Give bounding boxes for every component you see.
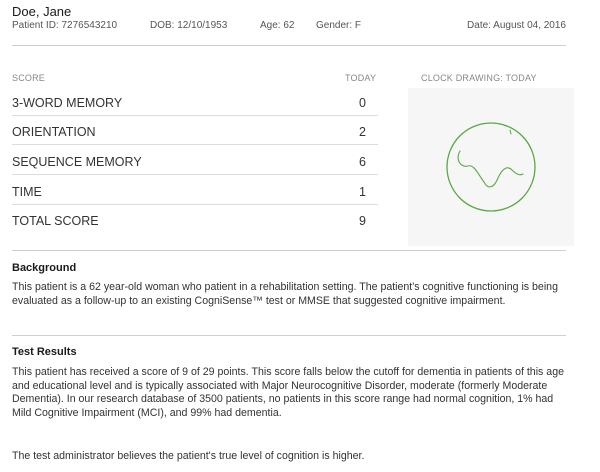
score-value: 0 <box>359 96 366 110</box>
background-title: Background <box>12 262 77 274</box>
score-label: SEQUENCE MEMORY <box>12 155 142 169</box>
patient-dob: DOB: 12/10/1953 <box>150 20 228 31</box>
header-divider <box>12 45 566 46</box>
score-value: 2 <box>359 125 366 139</box>
patient-age: Age: 62 <box>260 20 295 31</box>
today-column-header: TODAY <box>345 73 377 83</box>
score-row-sequence-memory <box>12 151 378 177</box>
clock-tick-mark <box>510 130 511 134</box>
total-score-label: TOTAL SCORE <box>12 214 99 228</box>
test-results-title: Test Results <box>12 346 77 358</box>
score-row-time <box>12 181 378 207</box>
score-value: 6 <box>359 155 366 169</box>
section-divider <box>12 250 566 251</box>
background-text: This patient is a 62 year-old woman who patient in a rehabilitation setting. The patient's cognitive functioning is being evaluated as a follow-up to an existing CogniSense™ test or MMSE that suggested cognitive impairment. <box>12 281 558 307</box>
score-row-total <box>12 210 378 236</box>
score-value: 1 <box>359 185 366 199</box>
test-date: Date: August 04, 2016 <box>467 20 566 31</box>
row-divider <box>12 115 378 116</box>
row-divider <box>12 174 378 175</box>
patient-meta-row <box>12 20 578 36</box>
test-results-text: This patient has received a score of 9 of 29 points. This score falls below the cutoff for dementia in patients of this age and educational level and is typically associated with Major Neurocognitive Disorder, moderate (formerly Moderate Dementia). In our research database of 3500 patients, no patients in this score range had normal cognition, 1% had Mild Cognitive Impairment (MCI), and 99% had dementia. <box>12 366 564 419</box>
row-divider <box>12 204 378 205</box>
clock-hand-scribble <box>458 151 523 187</box>
clock-drawing-header: CLOCK DRAWING: TODAY <box>421 73 537 83</box>
clock-drawing-image <box>408 88 574 246</box>
score-label: ORIENTATION <box>12 125 96 139</box>
clock-face-circle <box>447 123 535 211</box>
score-column-header: SCORE <box>12 73 46 83</box>
score-row-orientation <box>12 121 378 147</box>
section-divider <box>12 335 566 336</box>
score-label: 3-WORD MEMORY <box>12 96 123 110</box>
score-label: TIME <box>12 185 42 199</box>
patient-name: Doe, Jane <box>12 4 72 19</box>
administrator-note: The test administrator believes the patient's true level of cognition is higher. <box>12 450 365 462</box>
patient-header <box>12 4 578 36</box>
patient-gender: Gender: F <box>316 20 362 31</box>
score-row-word-memory <box>12 92 378 118</box>
total-score-value: 9 <box>359 214 366 228</box>
row-divider <box>12 144 378 145</box>
patient-id: Patient ID: 7276543210 <box>12 20 118 31</box>
clock-drawing-panel <box>408 88 574 246</box>
